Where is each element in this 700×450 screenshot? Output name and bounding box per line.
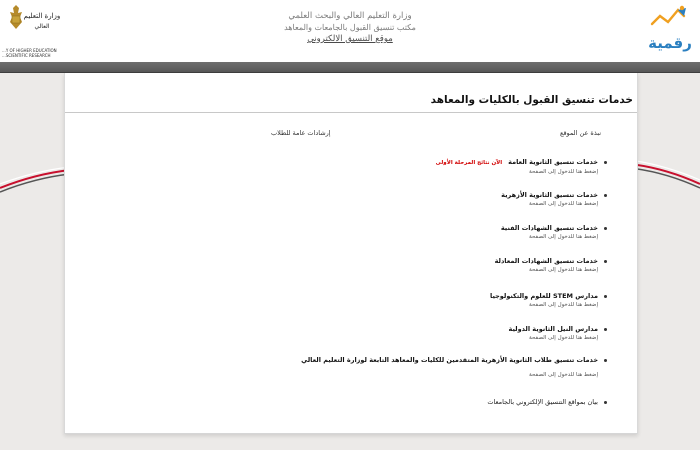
service-item-equivalent-certificates bbox=[495, 256, 607, 275]
services-panel bbox=[64, 73, 638, 434]
service-title[interactable]: مدارس STEM للعلوم والتكنولوجيا bbox=[490, 292, 598, 300]
digital-egypt-logo[interactable] bbox=[638, 2, 698, 60]
site-link[interactable]: موقع التنسيق الالكتروني bbox=[307, 34, 393, 44]
service-item-general-secondary bbox=[436, 157, 607, 177]
site-header bbox=[0, 0, 700, 62]
enter-page-link[interactable]: إضغط هنا للدخول إلى الصفحة bbox=[529, 267, 598, 273]
service-title[interactable]: خدمات تنسيق الثانوية الأزهرية bbox=[501, 191, 598, 199]
ministry-english-name: ...Y OF HIGHER EDUCATION ...SCIENTIFIC RESEARCH bbox=[2, 48, 57, 58]
enter-page-link[interactable]: إضغط هنا للدخول إلى الصفحة bbox=[529, 169, 598, 175]
enter-page-link[interactable]: إضغط هنا للدخول إلى الصفحة bbox=[529, 372, 598, 378]
bullet-icon bbox=[604, 260, 607, 263]
bullet-icon bbox=[604, 161, 607, 164]
nav-bar bbox=[0, 62, 700, 73]
bullet-icon bbox=[604, 227, 607, 230]
bullet-icon bbox=[604, 359, 607, 362]
service-title[interactable]: خدمات تنسيق الثانوية العامة bbox=[508, 158, 598, 166]
title-divider bbox=[65, 112, 637, 113]
svg-text:وزارة التعليم: وزارة التعليم bbox=[23, 12, 61, 20]
flag-stripes-right bbox=[630, 150, 700, 195]
page-title: خدمات تنسيق القبول بالكليات والمعاهد bbox=[430, 94, 633, 106]
flag-stripes-left bbox=[0, 150, 70, 195]
bullet-icon bbox=[604, 401, 607, 404]
enter-page-link[interactable]: إضغط هنا للدخول إلى الصفحة bbox=[529, 335, 598, 341]
service-item-technical-certificates bbox=[501, 223, 607, 242]
enter-page-link[interactable]: إضغط هنا للدخول إلى الصفحة bbox=[529, 201, 598, 207]
service-title[interactable]: مدارس النيل الثانوية الدولية bbox=[508, 325, 598, 333]
bullet-icon bbox=[604, 295, 607, 298]
student-guidelines-link[interactable]: إرشادات عامة للطلاب bbox=[271, 129, 331, 137]
svg-text:العالي: العالي bbox=[34, 23, 50, 30]
service-item-stem-schools bbox=[490, 291, 607, 310]
service-title[interactable]: خدمات تنسيق الشهادات الفنية bbox=[500, 224, 598, 232]
office-line: مكتب تنسيق القبول بالجامعات والمعاهد bbox=[284, 23, 416, 32]
enter-page-link[interactable]: إضغط هنا للدخول إلى الصفحة bbox=[529, 234, 598, 240]
svg-text:رقمية: رقمية bbox=[648, 34, 692, 52]
service-title[interactable]: خدمات تنسيق طلاب الثانوية الأزهرية المتقدمين للكليات والمعاهد التابعة لوزارة التعليم العالي bbox=[301, 356, 598, 364]
service-item-azhar-secondary bbox=[501, 190, 607, 209]
service-item-nile-schools bbox=[509, 324, 607, 343]
service-title[interactable]: بيان بمواقع التنسيق الإلكتروني بالجامعات bbox=[487, 398, 598, 406]
about-site-link[interactable]: نبذة عن الموقع bbox=[559, 129, 601, 137]
service-item-university-sites bbox=[487, 397, 607, 407]
service-title[interactable]: خدمات تنسيق الشهادات المعادلة bbox=[494, 257, 598, 265]
announcement-note[interactable]: الآن نتائج المرحلة الأولى bbox=[435, 160, 503, 166]
enter-page-link[interactable]: إضغط هنا للدخول إلى الصفحة bbox=[529, 302, 598, 308]
bullet-icon bbox=[604, 194, 607, 197]
ministry-line: وزارة التعليم العالي والبحث العلمي bbox=[288, 11, 412, 21]
bullet-icon bbox=[604, 328, 607, 331]
header-titles bbox=[240, 10, 460, 46]
service-item-azhar-higher-education bbox=[301, 355, 607, 380]
